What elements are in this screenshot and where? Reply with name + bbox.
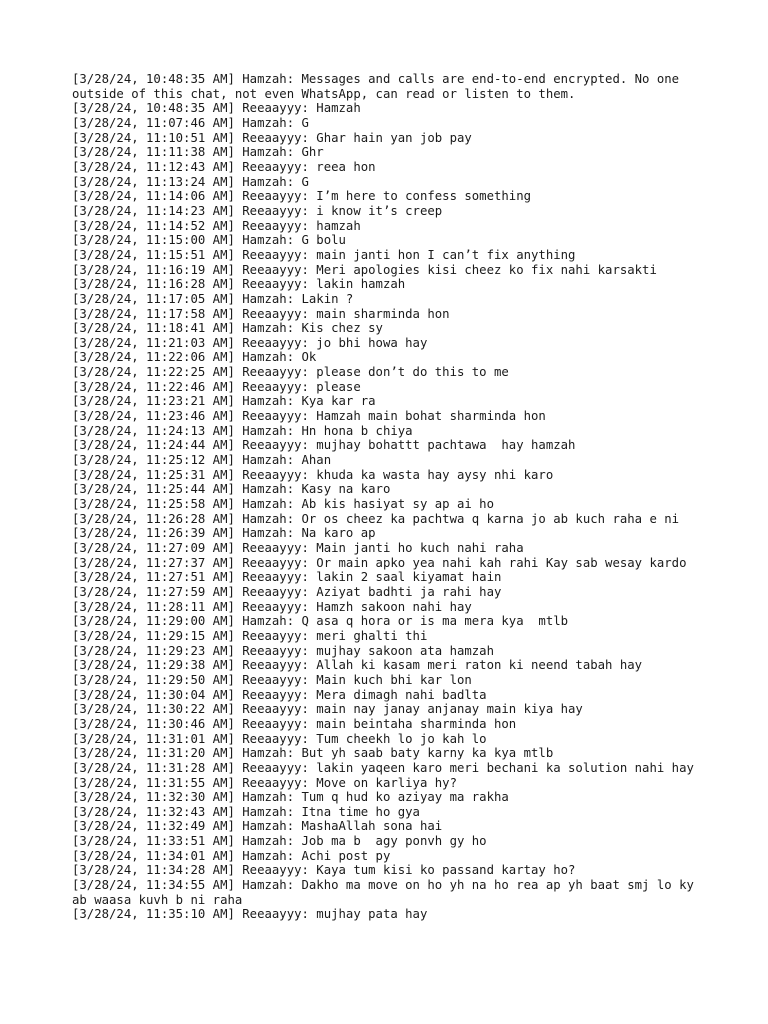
chat-message-line: [3/28/24, 11:25:44 AM] Hamzah: Kasy na karo — [72, 482, 391, 497]
chat-message-line: [3/28/24, 11:25:31 AM] Reeaayyy: khuda ka wasta hay aysy nhi karo — [72, 467, 554, 482]
chat-message-line: [3/28/24, 11:24:13 AM] Hamzah: Hn hona b chiya — [72, 423, 413, 438]
chat-message-line: [3/28/24, 11:29:38 AM] Reeaayyy: Allah ki kasam meri raton ki neend tabah hay — [72, 658, 643, 673]
chat-message-line: [3/28/24, 11:22:06 AM] Hamzah: Ok — [72, 350, 317, 365]
chat-message-line: [3/28/24, 11:16:28 AM] Reeaayyy: lakin hamzah — [72, 277, 406, 292]
chat-message-line: [3/28/24, 11:25:12 AM] Hamzah: Ahan — [72, 453, 332, 468]
chat-message-line: [3/28/24, 11:28:11 AM] Reeaayyy: Hamzh sakoon nahi hay — [72, 599, 472, 614]
chat-message-line: [3/28/24, 11:25:58 AM] Hamzah: Ab kis hasiyat sy ap ai ho — [72, 497, 494, 512]
chat-message-line: [3/28/24, 11:29:50 AM] Reeaayyy: Main kuch bhi kar lon — [72, 672, 472, 687]
chat-message-line: [3/28/24, 11:27:37 AM] Reeaayyy: Or main apko yea nahi kah rahi Kay sab wesay kardo — [72, 555, 687, 570]
chat-message-line: [3/28/24, 11:29:15 AM] Reeaayyy: meri ghalti thi — [72, 628, 428, 643]
chat-message-line: [3/28/24, 11:32:49 AM] Hamzah: MashaAllah sona hai — [72, 819, 443, 834]
chat-message-line: [3/28/24, 11:30:46 AM] Reeaayyy: main beintaha sharminda hon — [72, 716, 517, 731]
chat-message-line: [3/28/24, 11:26:39 AM] Hamzah: Na karo ap — [72, 526, 376, 541]
chat-message-line: [3/28/24, 11:30:04 AM] Reeaayyy: Mera dimagh nahi badlta — [72, 687, 487, 702]
chat-message-line: [3/28/24, 11:24:44 AM] Reeaayyy: mujhay bohattt pachtawa hay hamzah — [72, 438, 576, 453]
chat-message-line: [3/28/24, 11:32:43 AM] Hamzah: Itna time ho gya — [72, 804, 420, 819]
chat-message-line: [3/28/24, 11:17:58 AM] Reeaayyy: main sharminda hon — [72, 306, 450, 321]
chat-message-line: [3/28/24, 11:13:24 AM] Hamzah: G — [72, 174, 309, 189]
chat-message-line: [3/28/24, 11:34:28 AM] Reeaayyy: Kaya tum kisi ko passand kartay ho? — [72, 863, 576, 878]
chat-message-line: [3/28/24, 11:31:28 AM] Reeaayyy: lakin yaqeen karo meri bechani ka solution nahi hay — [72, 760, 694, 775]
chat-message-line: [3/28/24, 11:30:22 AM] Reeaayyy: main nay janay anjanay main kiya hay — [72, 702, 583, 717]
chat-message-line: [3/28/24, 11:10:51 AM] Reeaayyy: Ghar hain yan job pay — [72, 130, 472, 145]
chat-message-line: [3/28/24, 11:27:09 AM] Reeaayyy: Main janti ho kuch nahi raha — [72, 541, 524, 555]
chat-message-line: [3/28/24, 11:35:10 AM] Reeaayyy: mujhay pata hay — [72, 907, 428, 922]
chat-message-line: [3/28/24, 10:48:35 AM] Reeaayyy: Hamzah — [72, 101, 361, 116]
chat-message-line: [3/28/24, 11:31:55 AM] Reeaayyy: Move on karliya hy? — [72, 775, 457, 790]
chat-message-line: [3/28/24, 11:11:38 AM] Hamzah: Ghr — [72, 145, 324, 160]
chat-message-line: [3/28/24, 11:31:20 AM] Hamzah: But yh saab baty karny ka kya mtlb — [72, 746, 554, 761]
chat-message-line: [3/28/24, 11:21:03 AM] Reeaayyy: jo bhi howa hay — [72, 335, 428, 350]
chat-message-line: [3/28/24, 11:15:51 AM] Reeaayyy: main janti hon I can’t fix anything — [72, 247, 576, 262]
chat-message-line: [3/28/24, 11:33:51 AM] Hamzah: Job ma b agy ponvh gy ho — [72, 834, 487, 849]
chat-message-line: [3/28/24, 11:27:59 AM] Reeaayyy: Aziyat badhti ja rahi hay — [72, 584, 502, 599]
chat-message-line: [3/28/24, 11:14:52 AM] Reeaayyy: hamzah — [72, 218, 361, 233]
chat-message-line: [3/28/24, 11:07:46 AM] Hamzah: G — [72, 115, 309, 130]
chat-message-line: [3/28/24, 11:14:23 AM] Reeaayyy: i know it’s creep — [72, 203, 443, 218]
chat-message-line: [3/28/24, 11:23:46 AM] Reeaayyy: Hamzah main bohat sharminda hon — [72, 409, 546, 424]
chat-message-line: [3/28/24, 11:15:00 AM] Hamzah: G bolu — [72, 233, 346, 248]
chat-message-line: [3/28/24, 11:27:51 AM] Reeaayyy: lakin 2 saal kiyamat hain — [72, 570, 502, 585]
chat-transcript — [72, 72, 708, 922]
chat-message-line: [3/28/24, 11:14:06 AM] Reeaayyy: I’m here to confess something — [72, 189, 532, 204]
chat-message-line: [3/28/24, 11:29:23 AM] Reeaayyy: mujhay sakoon ata hamzah — [72, 643, 494, 658]
chat-message-line: [3/28/24, 11:32:30 AM] Hamzah: Tum q hud ko aziyay ma rakha — [72, 790, 509, 805]
chat-message-line: [3/28/24, 11:16:19 AM] Reeaayyy: Meri apologies kisi cheez ko fix nahi karsakti — [72, 262, 657, 277]
chat-message-line: [3/28/24, 11:22:46 AM] Reeaayyy: please — [72, 379, 361, 394]
chat-message-line: [3/28/24, 11:12:43 AM] Reeaayyy: reea hon — [72, 159, 376, 174]
chat-message-line: [3/28/24, 11:22:25 AM] Reeaayyy: please don’t do this to me — [72, 365, 509, 380]
chat-message-line: [3/28/24, 11:34:01 AM] Hamzah: Achi post py — [72, 848, 391, 863]
chat-message-line: [3/28/24, 11:23:21 AM] Hamzah: Kya kar ra — [72, 394, 376, 409]
chat-message-line: [3/28/24, 11:31:01 AM] Reeaayyy: Tum cheekh lo jo kah lo — [72, 731, 487, 746]
chat-message-line: [3/28/24, 11:34:55 AM] Hamzah: Dakho ma move on ho yh na ho rea ap yh baat smj lo ky ab waasa kuvh b ni raha — [72, 878, 702, 907]
chat-message-line: [3/28/24, 11:18:41 AM] Hamzah: Kis chez sy — [72, 321, 383, 336]
chat-message-line: [3/28/24, 11:29:00 AM] Hamzah: Q asa q hora or is ma mera kya mtlb — [72, 614, 569, 629]
chat-message-line: [3/28/24, 10:48:35 AM] Hamzah: Messages and calls are end-to-end encrypted. No one outside of this chat, not even WhatsApp, can read or listen to them. — [72, 72, 687, 101]
chat-message-line: [3/28/24, 11:17:05 AM] Hamzah: Lakin ? — [72, 291, 354, 306]
chat-message-line: [3/28/24, 11:26:28 AM] Hamzah: Or os cheez ka pachtwa q karna jo ab kuch raha e ni — [72, 511, 680, 526]
